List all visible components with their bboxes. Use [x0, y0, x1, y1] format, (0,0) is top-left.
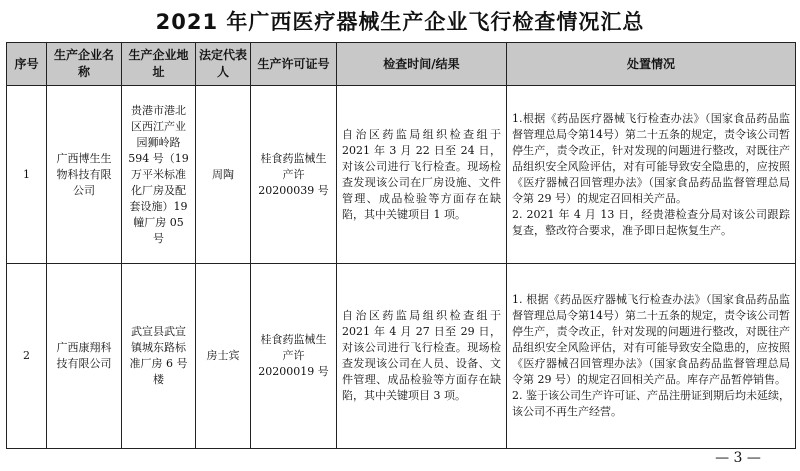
license-number: 桂食药监械生产许 20200039 号	[251, 86, 337, 264]
table-row	[7, 264, 796, 449]
measure-item: 2. 2021 年 4 月 13 日，经贵港检查分局对该公司跟踪复查，整改符合要求，准予即日起恢复生产。	[512, 207, 790, 237]
inspection-result: 自治区药监局组织检查组于 2021 年 3 月 22 日至 24 日，对该公司进行飞行检查。现场检查发现该公司在厂房设施、文件管理、成品检验等方面存在缺陷，其中关键项目 1 项。	[337, 86, 507, 264]
measure-item: 1.根据《药品医疗器械飞行检查办法》（国家食品药品监督管理总局令第14号）第二十五条的规定，责令该公司暂停生产，责令改正，针对发现的问题进行整改，对既往产品组织安全风险评估，对有可能导致安全隐患的，应按照《医疗器械召回管理办法》（国家食品药品监督管理总局令第 29 号）的规定召回相关产品。	[512, 111, 790, 205]
disposal-measures	[507, 86, 796, 264]
page-title: 2021 年广西医疗器械生产企业飞行检查情况汇总	[155, 10, 645, 34]
company-name: 广西康翔科技有限公司	[47, 264, 122, 449]
row-index: 1	[7, 86, 47, 264]
company-name: 广西博生生物科技有限公司	[47, 86, 122, 264]
measure-item: 2. 鉴于该公司生产许可证、产品注册证到期后均未延续，该公司不再生产经营。	[512, 389, 790, 418]
header-index: 序号	[7, 43, 47, 86]
row-index: 2	[7, 264, 47, 449]
header-legal-rep: 法定代表人	[196, 43, 251, 86]
header-address: 生产企业地址	[122, 43, 196, 86]
header-measures: 处置情况	[507, 43, 796, 86]
table-header-row	[7, 43, 796, 86]
company-address: 贵港市港北区西江产业园狮岭路 594 号（19 万平米标准化厂房及配套设施）19 幢厂房 05 号	[122, 86, 196, 264]
header-company: 生产企业名称	[47, 43, 122, 86]
license-number: 桂食药监械生产许 20200019 号	[251, 264, 337, 449]
inspection-result: 自治区药监局组织检查组于 2021 年 4 月 27 日至 29 日，对该公司进行飞行检查。现场检查发现该公司在人员、设备、文件管理、成品检验等方面存在缺陷，其中关键项目 3 项。	[337, 264, 507, 449]
disposal-measures	[507, 264, 796, 449]
legal-representative: 周陶	[196, 86, 251, 264]
measure-item: 1. 根据《药品医疗器械飞行检查办法》（国家食品药品监督管理总局令第14号）第二十五条的规定，责令该公司暂停生产，责令改正，针对发现的问题进行整改，对既往产品组织安全风险评估，对有可能导致安全隐患的，应按照《医疗器械召回管理办法》（国家食品药品监督管理总局令第 29 号）的规定召回相关产品。库存产品暂停销售。	[512, 293, 790, 386]
company-address: 武宣县武宣镇城东路标准厂房 6 号楼	[122, 264, 196, 449]
page-number: — 3 —	[715, 450, 761, 466]
inspection-table	[6, 42, 796, 449]
header-inspection: 检查时间/结果	[337, 43, 507, 86]
table-row	[7, 86, 796, 264]
header-license: 生产许可证号	[251, 43, 337, 86]
legal-representative: 房士宾	[196, 264, 251, 449]
